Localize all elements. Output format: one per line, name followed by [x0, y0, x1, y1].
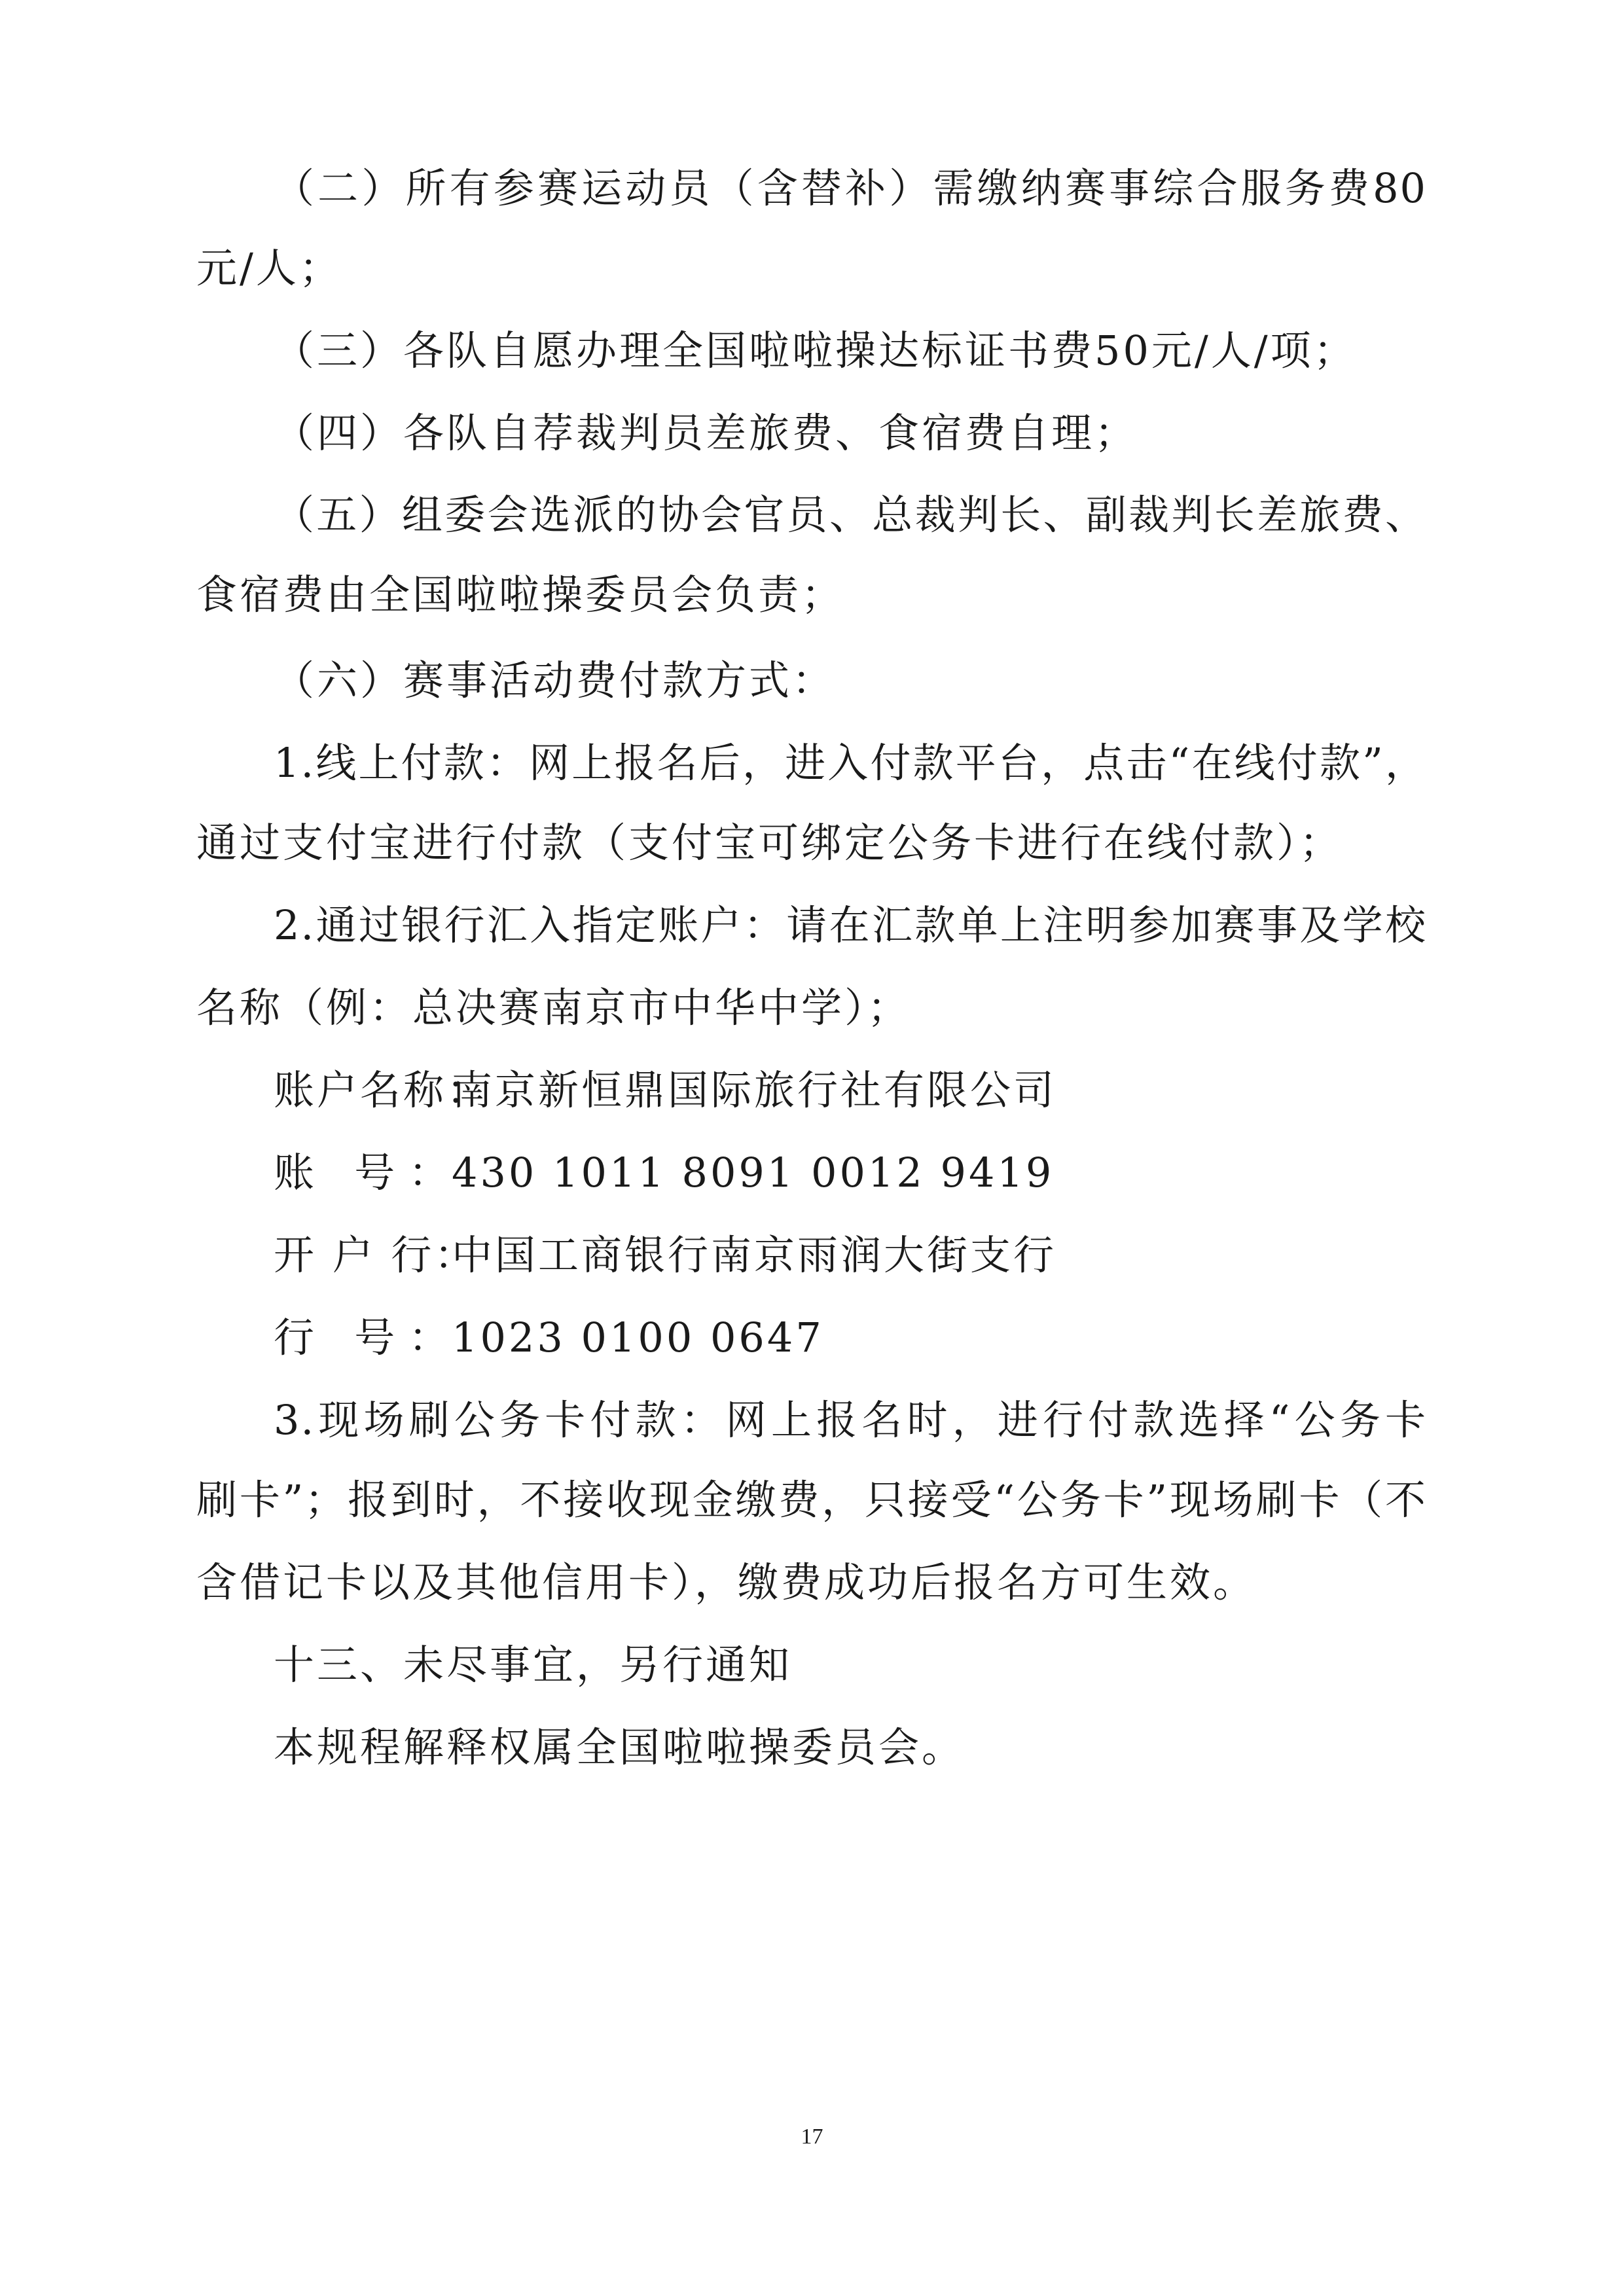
payment-online-line2: 通过支付宝进行付款（支付宝可绑定公务卡进行在线付款）；	[196, 819, 1343, 867]
section-13-body: 本规程解释权属全国啦啦操委员会。	[274, 1723, 965, 1771]
account-name-row	[274, 1064, 1056, 1117]
account-name-value: 南京新恒鼎国际旅行社有限公司	[452, 1066, 1057, 1114]
account-bank-row	[274, 1229, 1056, 1282]
payment-bank-line2: 名称（例：总决赛南京市中华中学）；	[196, 984, 911, 1031]
account-number-label: 账 号：	[274, 1149, 452, 1196]
fee-item-2-line2: 元/人；	[196, 244, 342, 292]
payment-card-line3: 含借记卡以及其他信用卡），缴费成功后报名方可生效。	[196, 1558, 1257, 1606]
account-code-row	[274, 1312, 824, 1364]
account-number-value: 430 1011 8091 0012 9419	[452, 1149, 1055, 1196]
account-code-label: 行 号：	[274, 1314, 452, 1361]
account-name-label: 账户名称：	[274, 1066, 490, 1114]
account-code-value: 1023 0100 0647	[452, 1314, 824, 1361]
page-number: 17	[801, 2125, 823, 2149]
account-bank-label: 开 户 行：	[274, 1231, 478, 1279]
fee-item-2-line1: （二）所有参赛运动员（含替补）需缴纳赛事综合服务费80	[274, 164, 1427, 212]
account-bank-value: 中国工商银行南京雨润大街支行	[452, 1231, 1057, 1279]
section-13-heading: 十三、未尽事宜，另行通知	[274, 1641, 793, 1689]
fee-item-5-line2: 食宿费由全国啦啦操委员会负责；	[196, 571, 845, 619]
payment-card-line1: 3.现场刷公务卡付款：网上报名时，进行付款选择“公务卡	[274, 1396, 1427, 1444]
fee-item-4: （四）各队自荐裁判员差旅费、食宿费自理；	[274, 409, 1138, 457]
fee-item-3: （三）各队自愿办理全国啦啦操达标证书费50元/人/项；	[274, 327, 1357, 374]
payment-online-line1: 1.线上付款：网上报名后，进入付款平台，点击“在线付款”，	[274, 739, 1427, 787]
payment-card-line2: 刷卡”；报到时，不接收现金缴费，只接受“公务卡”现场刷卡（不	[196, 1476, 1427, 1524]
fee-item-5-line1: （五）组委会选派的协会官员、总裁判长、副裁判长差旅费、	[274, 491, 1427, 539]
fee-item-6: （六）赛事活动费付款方式：	[274, 656, 836, 704]
account-number-row	[274, 1147, 1054, 1199]
payment-bank-line1: 2.通过银行汇入指定账户：请在汇款单上注明参加赛事及学校	[274, 901, 1427, 949]
